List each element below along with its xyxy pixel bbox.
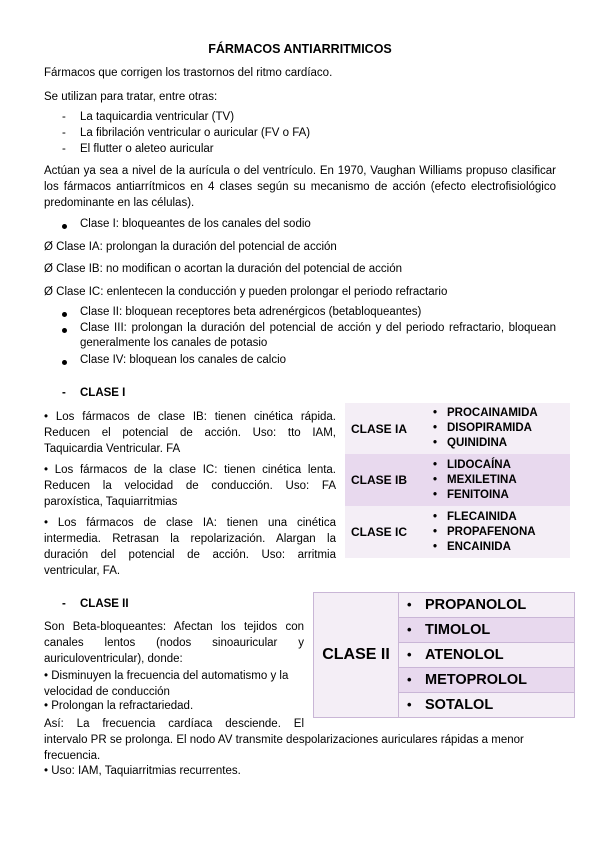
clase-ii-drug-table <box>313 592 575 718</box>
subclass-ia: Ø Clase IA: prolongan la duración del potencial de acción <box>44 241 337 253</box>
clase-ii-bullet: • Prolongan la refractariedad. <box>44 700 194 712</box>
section-heading-clase-ii: CLASE II <box>80 598 129 610</box>
page-title: FÁRMACOS ANTIARRITMICOS <box>208 42 392 56</box>
clase-ia-description: • Los fármacos de clase IA: tienen una cinética intermedia. Retrasan la repolarización. Alargan la duración del potencial de acción. Uso: arritmia ventricular, FA. <box>44 517 336 577</box>
table-row <box>345 454 570 506</box>
vaughan-williams-paragraph: Actúan ya sea a nivel de la aurícula o del ventrículo. En 1970, Vaughan Williams propuso clasificar los fármacos antiarrítmicos en 4 clases según su mecanismo de acción (efecto electrofisiológico predominante en las células). <box>44 165 556 209</box>
table-row <box>345 506 570 558</box>
bullet-icon: • <box>407 697 412 712</box>
clase-ii-description: Son Beta-bloqueantes: Afectan los tejidos con canales lentos (nodos sinoauricular y auriculoventricular), donde: <box>44 621 304 665</box>
treat-intro: Se utilizan para tratar, entre otras: <box>44 91 218 103</box>
clase-ii-conclusion: Así: La frecuencia cardíaca desciende. El <box>44 718 304 730</box>
drug-item: • DISOPIRAMIDA <box>427 421 570 436</box>
drug-item <box>399 693 575 718</box>
class-iv-item: Clase IV: bloquean los canales de calcio <box>80 354 287 366</box>
clase-ii-bullet: • Disminuyen la frecuencia del automatismo y la velocidad de conducción <box>44 670 289 698</box>
bullet-icon <box>62 328 67 333</box>
treat-item: La fibrilación ventricular o auricular (FV o FA) <box>80 127 311 139</box>
drug-item: • FLECAINIDA <box>427 510 570 525</box>
dash-marker: - <box>62 598 66 610</box>
clase-ii-conclusion-cont: intervalo PR se prolonga. El nodo AV transmite despolarizaciones auriculares rápidas a menor frecuencia. <box>44 734 524 762</box>
bullet-icon: • <box>407 597 412 612</box>
bullet-icon: • <box>407 647 412 662</box>
drug-name: ATENOLOL <box>425 647 504 663</box>
drug-cell <box>427 454 570 506</box>
section-heading-clase-i: CLASE I <box>80 387 126 399</box>
table-row <box>345 403 570 454</box>
class-i-item: Clase I: bloqueantes de los canales del sodio <box>80 218 311 230</box>
drug-item: • MEXILETINA <box>427 473 570 488</box>
treat-item: El flutter o aleteo auricular <box>80 143 214 155</box>
clase-ii-use: • Uso: IAM, Taquiarritmias recurrentes. <box>44 765 241 777</box>
drug-item: • PROPAFENONA <box>427 525 570 540</box>
dash-marker: - <box>62 387 66 399</box>
intro-text: Fármacos que corrigen los trastornos del ritmo cardíaco. <box>44 67 333 79</box>
drug-item <box>399 643 575 668</box>
drug-cell <box>427 506 570 558</box>
dash-marker: - <box>62 143 66 155</box>
drug-name: SOTALOL <box>425 697 494 713</box>
class-label: CLASE IB <box>351 473 408 487</box>
drug-item: • LIDOCAÍNA <box>427 458 570 473</box>
treat-item: La taquicardia ventricular (TV) <box>80 111 235 123</box>
drug-item <box>399 618 575 643</box>
bullet-icon: • <box>407 622 412 637</box>
drug-name: TIMOLOL <box>425 622 491 638</box>
bullet-icon <box>62 224 67 229</box>
dash-marker: - <box>62 127 66 139</box>
dash-marker: - <box>62 111 66 123</box>
table-row <box>314 593 575 618</box>
drug-item <box>399 593 575 618</box>
class-ii-item: Clase II: bloquean receptores beta adrenérgicos (betabloqueantes) <box>80 306 422 318</box>
drug-name: METOPROLOL <box>425 672 528 688</box>
subclass-ib: Ø Clase IB: no modifican o acortan la duración del potencial de acción <box>44 263 402 275</box>
drug-item: • FENITOINA <box>427 488 570 503</box>
drug-name: PROPANOLOL <box>425 597 527 613</box>
bullet-icon <box>62 312 67 317</box>
class-label: CLASE II <box>314 593 399 718</box>
drug-item: • QUINIDINA <box>427 436 570 451</box>
subclass-ic: Ø Clase IC: enlentecen la conducción y pueden prolongar el periodo refractario <box>44 286 448 298</box>
class-label: CLASE IA <box>351 421 408 436</box>
drug-item: • ENCAINIDA <box>427 540 570 555</box>
class-iii-item: Clase III: prolongan la duración del potencial de acción y del periodo refractario, bloquean generalmente los canales de potasio <box>80 322 556 349</box>
clase-i-drug-table <box>345 403 570 558</box>
bullet-icon: • <box>407 672 412 687</box>
bullet-icon <box>62 360 67 365</box>
drug-item: • PROCAINAMIDA <box>427 406 570 421</box>
drug-item <box>399 668 575 693</box>
clase-ic-description: • Los fármacos de la clase IC: tienen cinética lenta. Reducen la velocidad de conducción. Uso: FA paroxística, Taquiarritmias <box>44 464 336 508</box>
clase-ib-description: • Los fármacos de clase IB: tienen cinética rápida. Reducen el potencial de acción. Uso: tto IAM, Taquicardia Ventricular. FA <box>44 411 336 455</box>
drug-cell <box>427 403 570 454</box>
class-label: CLASE IC <box>351 525 408 539</box>
